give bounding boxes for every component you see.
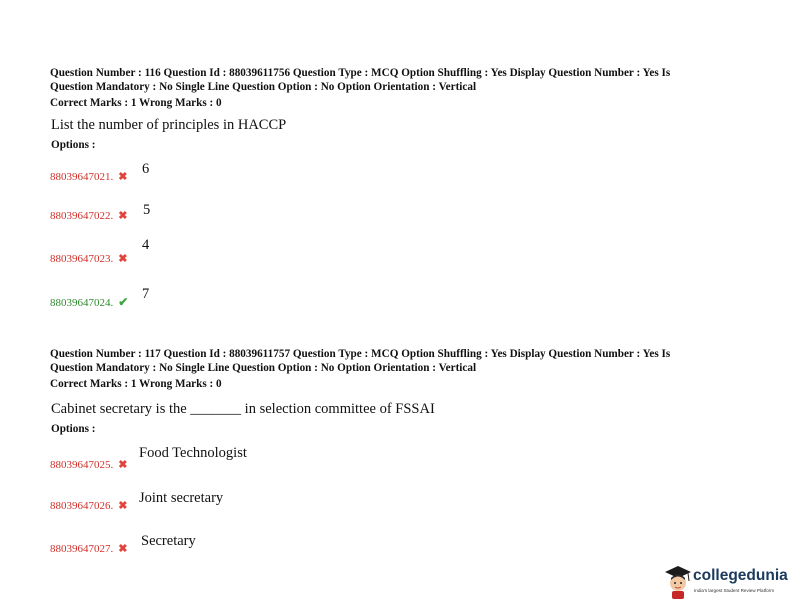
option-id-text: 88039647027. [50,543,114,555]
option-id [50,252,127,265]
cross-icon: ✖ [118,500,128,512]
option-id [50,170,127,183]
check-icon: ✔ [118,295,129,309]
option-id-text: 88039647025. [50,459,114,471]
option-text: Secretary [141,533,196,549]
collegedunia-logo [663,563,788,601]
q116-marks: Correct Marks : 1 Wrong Marks : 0 [50,97,222,109]
option-text: Joint secretary [139,490,224,506]
cross-icon: ✖ [118,543,128,555]
q116-meta-line2: Question Mandatory : No Single Line Question Option : No Option Orientation : Vertical [50,81,477,93]
option-id [50,209,127,222]
graduate-mascot-icon [663,563,693,599]
cross-icon: ✖ [118,210,128,222]
option-text: Food Technologist [139,445,247,461]
option-id [50,542,127,555]
option-text: 6 [142,161,150,177]
option-id-text: 88039647024. [50,297,114,309]
option-id [50,458,127,471]
option-text: 5 [143,202,151,218]
option-id-text: 88039647022. [50,210,114,222]
option-text: 4 [142,237,150,253]
logo-wordmark: collegedunia [693,567,788,584]
q116-text: List the number of principles in HACCP [51,117,287,133]
q117-meta-line2: Question Mandatory : No Single Line Question Option : No Option Orientation : Vertical [50,362,477,374]
option-text: 7 [142,286,150,302]
option-id-text: 88039647021. [50,171,114,183]
q117-options-label: Options : [51,423,96,435]
q116-options-label: Options : [51,139,96,151]
q117-meta-line1: Question Number : 117 Question Id : 88039611757 Question Type : MCQ Option Shuffling : Yes Display Question Number : Yes Is [50,348,671,360]
option-id-text: 88039647023. [50,253,114,265]
option-id-correct [50,295,128,310]
q117-marks: Correct Marks : 1 Wrong Marks : 0 [50,378,222,390]
option-id-text: 88039647026. [50,500,114,512]
logo-tagline: India's largest Student Review Platform [694,588,775,593]
cross-icon: ✖ [118,253,128,265]
q116-meta-line1: Question Number : 116 Question Id : 88039611756 Question Type : MCQ Option Shuffling : Yes Display Question Number : Yes Is [50,67,671,79]
cross-icon: ✖ [118,459,128,471]
option-id [50,499,127,512]
cross-icon: ✖ [118,171,128,183]
q117-text: Cabinet secretary is the _______ in selection committee of FSSAI [51,401,435,417]
